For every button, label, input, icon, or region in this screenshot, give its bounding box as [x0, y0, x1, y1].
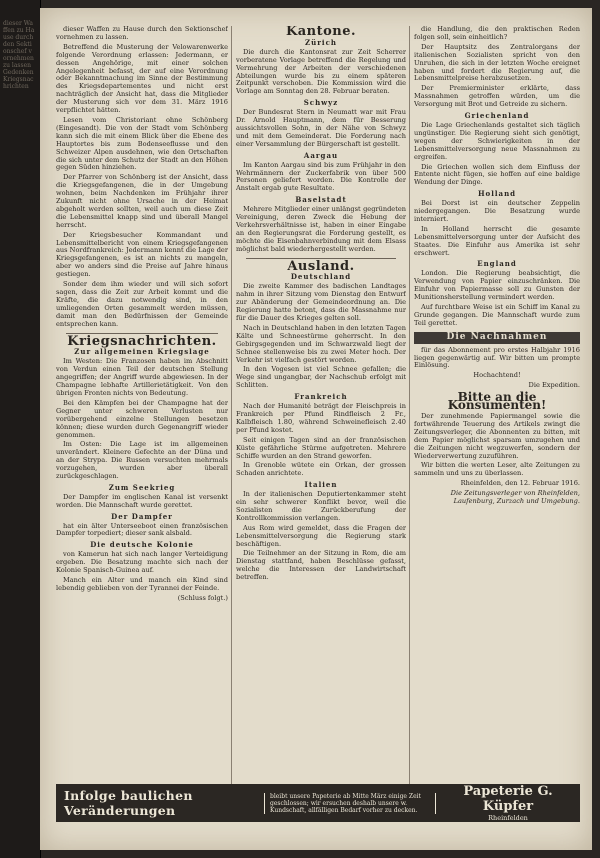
paragraph: hat ein älter Unterseeboot einen französischen Dampfer torpediert; dieser sank alsbald.: [56, 521, 228, 538]
subheading: Baselstadt: [295, 195, 347, 205]
subheading: Aargau: [303, 150, 339, 160]
paragraph: Der Premierminister erklärte, dass Massnahmen getroffen würden, um die Versorgung mit Brot und Getreide zu sichern.: [414, 84, 580, 109]
subheading: Zürich: [305, 37, 337, 47]
newspaper-page: [40, 8, 592, 850]
subheading: Zur allgemeinen Kriegslage: [74, 347, 210, 357]
paragraph: Der Hauptsitz des Zentralorgans der italienischen Sozialisten spricht von den Unruhen, die sich in der letzten Woche ereignet haben und fordert die Regierung auf, die Lebensmittelpreise herabzusetzen.: [414, 42, 580, 83]
paragraph: die Handlung, die den praktischen Reden folgen soll, sein einheitlich?: [414, 26, 580, 41]
section-heading-kantone: Kantone.: [285, 26, 357, 39]
signature: Die Expedition.: [528, 381, 580, 390]
subheading: Der Dampfer: [111, 511, 173, 521]
ad-company: [436, 784, 580, 822]
subheading: Schwyz: [303, 98, 339, 108]
paragraph: Sonder dem ihm wieder und will sich sofort sagen, dass die Zeit zur Arbeit kommt und die Kräfte, die dazu notwendig sind, in den umliegenden Orten gesammelt werden müssen, damit man den Bedürfnissen der Gemeinde entsprechen kann.: [56, 280, 228, 328]
paragraph: Der zunehmende Papiermangel sowie die fortwährende Teuerung des Artikels zwingt die Zeitungsverleger, die Abonnenten zu bitten, mit dem Papier möglichst sparsam umzugehen und die Zeitungen nicht wegzuwerfen, sondern der Wiederverwertung zuzuführen.: [414, 411, 580, 460]
paragraph: Aus Rom wird gemeldet, dass die Fragen der Lebensmittelversorgung die Regierung stark beschäftigen.: [236, 523, 406, 548]
paragraph: In den Vogesen ist viel Schnee gefallen; die Wege sind ungangbar, der Nachschub erfolgt mit Schlitten.: [236, 365, 406, 390]
paragraph: Nach in Deutschland haben in den letzten Tagen Kälte und Schneestürme geherrscht. In den Gebirgsgegenden und im Schwarzwald liegt der Schnee stellenweise bis zu zwei Meter hoch. Der Verkehr ist vielfach gestört worden.: [236, 323, 406, 364]
paragraph: Nach der Humanité beträgt der Fleischpreis in Frankreich per Pfund Rindfleisch 2 Fr., Kalbfleisch 1.80, während Schweinefleisch 2.40 per Pfund kostet.: [236, 402, 406, 434]
paragraph: Bei den Kämpfen bei der Champagne hat der Gegner unter schweren Verlusten nur vorübergehend einzelne Stellungen besetzen können; diese wurden durch Gegenangriff wieder genommen.: [56, 398, 228, 439]
paragraph: In Holland herrscht die gesamte Lebensmittelversorgung unter der Aufsicht des Staates. Die Einfuhr aus Amerika ist sehr erschwert.: [414, 224, 580, 257]
signature: Hochachtend!: [473, 371, 521, 380]
paragraph: Im Osten: Die Lage ist im allgemeinen unverändert. Kleinere Gefechte an der Düna und an der Strypa. Die Russen versuchten mehrmals vorzugehen, wurden aber überall zurückgeschlagen.: [56, 440, 228, 481]
subheading: Italien: [304, 480, 338, 490]
advertisement-banner: [56, 784, 580, 822]
paragraph: Im Westen: Die Franzosen haben im Abschnitt von Verdun einen Teil der deutschen Stellung angegriffen; der Angriff wurde abgewiesen. In der Champagne lebhafte Artillerietätigkeit. Von den übrigen Fronten nichts von Bedeutung.: [56, 357, 228, 397]
ad-company-name: Papeterie G. Küpfer: [463, 784, 553, 814]
paragraph: In Grenoble wütete ein Orkan, der grossen Schaden anrichtete.: [236, 461, 406, 478]
nachnahmen-banner: Die Nachnahmen: [414, 332, 580, 344]
paragraph: Der Dampfer im englischen Kanal ist versenkt worden. Die Mannschaft wurde gerettet.: [56, 492, 228, 509]
subheading: Holland: [477, 189, 517, 199]
paragraph: dieser Waffen zu Hause durch den Sektionschef vornehmen zu lassen.: [56, 26, 228, 41]
paragraph: Die durch die Kantonsrat zur Zeit Scherrer vorberatene Vorlage betreffend die Regelung und Vermehrung der Arbeiten der verschiedenen Abteilungen wurde bis zu einem späteren Zeitpunkt verschoben. Die Kommission wird die Vorlage am Sonntag den 28. Februar beraten.: [236, 47, 406, 96]
subheading: Deutschland: [290, 272, 352, 282]
column-left: [56, 26, 228, 802]
konsumenten-heading: Bitte an die Konsumenten!: [447, 390, 547, 413]
ad-body: bleibt unsere Papeterie ab Mitte März einige Zeit geschlossen; wir ersuchen deshalb unsere w. Kundschaft, allfälligen Bedarf vorher zu decken.: [264, 793, 436, 814]
paragraph: für das Abonnement pro erstes Halbjahr 1916 liegen gegenwärtig auf. Wir bitten um prompte Einlösung.: [414, 345, 580, 370]
ad-company-city: Rheinfelden: [488, 814, 528, 822]
paragraph: Die Griechen wollen sich dem Einfluss der Entente nicht fügen, sie hoffen auf eine baldige Wendung der Dinge.: [414, 162, 580, 187]
paragraph: Die Lage Griechenlands gestaltet sich täglich ungünstiger. Die Regierung sieht sich genötigt, wegen der Schwierigkeiten in der Lebensmittelversorgung neue Massnahmen zu ergreifen.: [414, 120, 580, 161]
subheading: Frankreich: [294, 392, 348, 402]
column-middle: [236, 26, 406, 802]
adjacent-bound-page: [0, 0, 41, 858]
paragraph: London. Die Regierung beabsichtigt, die Verwendung von Papier einzuschränken. Die Einfuhr von Papiermasse soll zu Gunsten der Munitionsherstellung vermindert werden.: [414, 269, 580, 302]
paragraph: In der italienischen Deputiertenkammer steht ein sehr schwerer Konflikt bevor, weil die Sozialisten die Zurückberufung der Kontrollkommission verlangen.: [236, 490, 406, 522]
paragraph: Die zweite Kammer des badischen Landtages nahm in ihrer Sitzung vom Dienstag den Entwurf zur Abänderung der Gemeindeordnung an. Die Regierung hatte betont, dass die Massnahme nur für die Dauer des Krieges gelten soll.: [236, 282, 406, 322]
subheading: Die deutsche Kolonie: [90, 540, 194, 550]
subheading: Griechenland: [464, 111, 530, 121]
paragraph: Wir bitten die werten Leser, alte Zeitungen zu sammeln und uns zu überlassen.: [414, 461, 580, 478]
paragraph: Auf furchtbare Weise ist ein Schiff im Kanal zu Grunde gegangen. Die Mannschaft wurde zum Teil gerettet.: [414, 303, 580, 327]
dateline: Rheinfelden, den 12. Februar 1916.: [460, 479, 580, 488]
paragraph: Lesen vom Christoriant ohne Schönberg (Eingesandt). Die von der Stadt vom Schönberg kann sich die mit einem Blick über die Ebene des Hauptortes bis zum Bodenseeflusse und den Schweizer Alpen ausdehnen, wie den Ortschaften die sich unter dem Schutz der Stadt an den Höhen gegen Süden hinziehen.: [56, 115, 228, 172]
column-rule: [409, 26, 410, 788]
section-heading-kriegsnachrichten: Kriegsnachrichten.: [67, 333, 217, 349]
subheading: England: [477, 259, 517, 269]
paragraph: Bei Dorst ist ein deutscher Zeppelin niedergegangen. Die Besatzung wurde interniert.: [414, 199, 580, 223]
paragraph: Der Pfarrer von Schönberg ist der Ansicht, dass die Kriegsgefangenen, die in der Umgebung wohnen, beim Nachdenken im Frühjahr ihrer Zukunft nicht ohne Ursache in der Heimat abgeholt werden sollten, weil auch um diese Zeit die Lebensmittel knapp sind und überall Mangel herrscht.: [56, 173, 228, 229]
column-rule: [231, 26, 232, 788]
ad-headline: Infolge baulichen Veränderungen: [64, 788, 193, 818]
section-heading-ausland: Ausland.: [287, 258, 355, 274]
paragraph: von Kamerun hat sich nach langer Verteidigung ergeben. Die Besatzung machte sich nach der Kolonie Spanisch-Guinea auf.: [56, 550, 228, 575]
subheading: Zum Seekrieg: [108, 482, 176, 492]
paragraph: Der Kriegsbesucher Kommandant und Lebensmittelbericht von einem Kriegsgefangenen aus Nordfrankreich: Jedermann kennt die Lage der Kriegsgefangenen, es ist an nichts zu mangeln, aber wo anders sind die Preise auf Jahre hinaus gestiegen.: [56, 230, 228, 279]
continuation-note: (Schluss folgt.): [177, 593, 228, 602]
paragraph: Mehrere Mitglieder einer unlängst gegründeten Vereinigung, deren Zweck die Hebung der Verkehrsverhältnisse ist, haben in einer Eingabe an den Regierungsrat die Forderung gestellt, es möchte die Eisenbahnverbindung mit dem Elsass möglichst bald wiederhergestellt werden.: [236, 205, 406, 253]
bound-page-text: dieser Waffen zu Hause durch den Sektionschef vornehmen zu lassen Gedenken Kriegsnachrichten: [3, 20, 35, 90]
signature: Die Zeitungsverleger von Rheinfelden, Laufenburg, Zurzach und Umgebung.: [450, 489, 580, 506]
paragraph: Betreffend die Musterung der Velowarenwerke folgende Verordnung erlassen: Jedermann, er dessen Angehörige, mit einer solchen Angelegenheit befasst, der auf eine Verordnung oder Bekanntmachung im Sinne der Bestimmung des Kriegsdepartementes und nicht erst nachträglich der Ansicht hat, dass die Mitglieder der Musterung sich vor dem 31. März 1916 verpflichtet hätten.: [56, 42, 228, 115]
paragraph: Manch ein Alter und manch ein Kind sind lebendig geblieben von der Tyrannei der Feinde.: [56, 576, 228, 592]
paragraph: Seit einigen Tagen sind an der französischen Küste gefährliche Stürme aufgetreten. Mehrere Schiffe wurden an den Strand geworfen.: [236, 435, 406, 460]
paragraph: Die Teilnehmer an der Sitzung in Rom, die am Dienstag stattfand, haben Beschlüsse gefasst, welche die Interessen der Landwirtschaft betreffen.: [236, 549, 406, 582]
column-right: [414, 26, 580, 802]
paragraph: Der Bundesrat Stern in Neumatt war mit Frau Dr. Arnold Hauptmann, dem für Besserung aussichtsvollen Sohn, in der Nähe von Schwyz und mit dem Gemeinderat. Die Forderung nach einer Versammlung der Bürgerschaft ist gestellt.: [236, 108, 406, 148]
paragraph: Im Kanton Aargau sind bis zum Frühjahr in den Wehrmännern der Zuckerfabrik von über 500 Personen geliefert worden. Die Kontrolle der Anstalt ergab gute Resultate.: [236, 160, 406, 193]
